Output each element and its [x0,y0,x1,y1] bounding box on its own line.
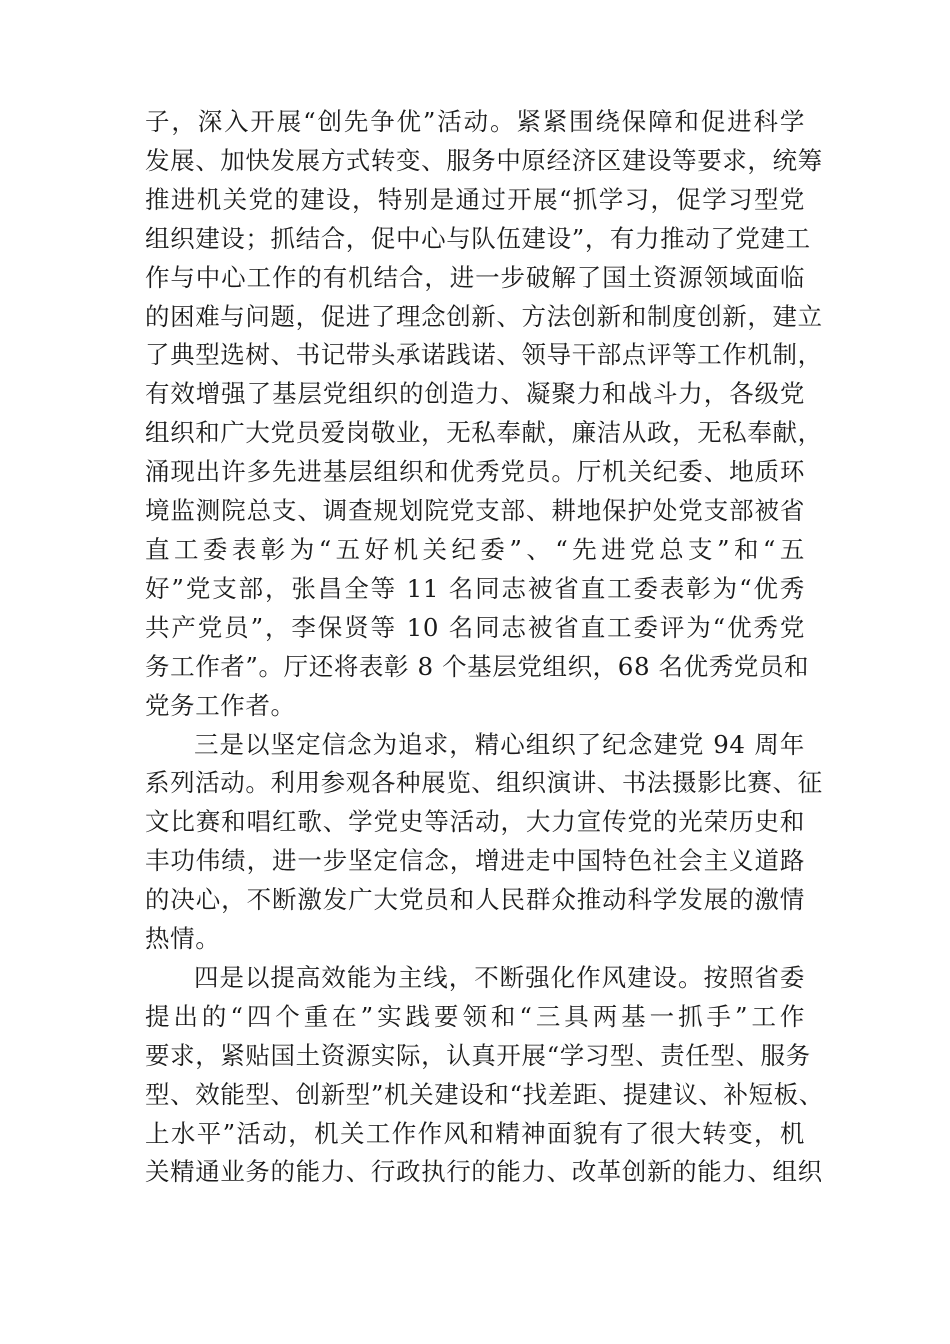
text-line: 要求，紧贴国土资源实际，认真开展“学习型、责任型、服务 [145,1040,811,1070]
text-line: 有效增强了基层党组织的创造力、凝聚力和战斗力，各级党 [145,379,805,409]
text-line: 上水平”活动，机关工作作风和精神面貌有了很大转变，机 [145,1118,805,1148]
text-line: 党务工作者。 [145,690,296,720]
text-line: 热情。 [145,924,221,954]
text-line: 系列活动。利用参观各种展览、组织演讲、书法摄影比赛、征 [145,768,823,798]
text-line: 发展、加快发展方式转变、服务中原经济区建设等要求，统筹 [145,145,823,175]
paragraph [145,959,824,1192]
text-line: 推进机关党的建设，特别是通过开展“抓学习，促学习型党 [145,184,805,214]
text-line: 关精通业务的能力、行政执行的能力、改革创新的能力、组织 [145,1157,823,1187]
text-line: 的困难与问题，促进了理念创新、方法创新和制度创新，建立 [145,301,823,331]
paragraph [145,103,823,726]
text-line: 境监测院总支、调查规划院党支部、耕地保护处党支部被省 [145,496,805,526]
text-line: 作与中心工作的有机结合，进一步破解了国土资源领域面临 [145,262,805,292]
text-line: 好”党支部，张昌全等 11 名同志被省直工委表彰为“优秀 [145,573,805,603]
text-line: 组织建设；抓结合，促中心与队伍建设”，有力推动了党建工 [145,223,811,253]
text-line: 型、效能型、创新型”机关建设和“找差距、提建议、补短板、 [145,1079,824,1109]
paragraph [145,726,823,959]
text-line: 三是以坚定信念为追求，精心组织了纪念建党 94 周年 [194,729,805,759]
text-line: 直工委表彰为“五好机关纪委”、“先进党总支”和“五 [145,534,805,564]
text-line: 丰功伟绩，进一步坚定信念，增进走中国特色社会主义道路 [145,846,805,876]
text-line: 涌现出许多先进基层组织和优秀党员。厅机关纪委、地质环 [145,457,805,487]
text-line: 务工作者”。厅还将表彰 8 个基层党组织，68 名优秀党员和 [145,651,810,681]
text-line: 提出的“四个重在”实践要领和“三具两基一抓手”工作 [145,1001,805,1031]
text-line: 共产党员”，李保贤等 10 名同志被省直工委评为“优秀党 [145,612,805,642]
text-line: 四是以提高效能为主线，不断强化作风建设。按照省委 [194,962,805,992]
text-line: 了典型选树、书记带头承诺践诺、领导干部点评等工作机制， [145,340,823,370]
document-body [145,103,824,1192]
text-line: 的决心，不断激发广大党员和人民群众推动科学发展的激情 [145,885,805,915]
text-line: 文比赛和唱红歌、学党史等活动，大力宣传党的光荣历史和 [145,807,805,837]
text-line: 子，深入开展“创先争优”活动。紧紧围绕保障和促进科学 [145,107,805,136]
text-line: 组织和广大党员爱岗敬业，无私奉献，廉洁从政，无私奉献， [145,418,823,448]
